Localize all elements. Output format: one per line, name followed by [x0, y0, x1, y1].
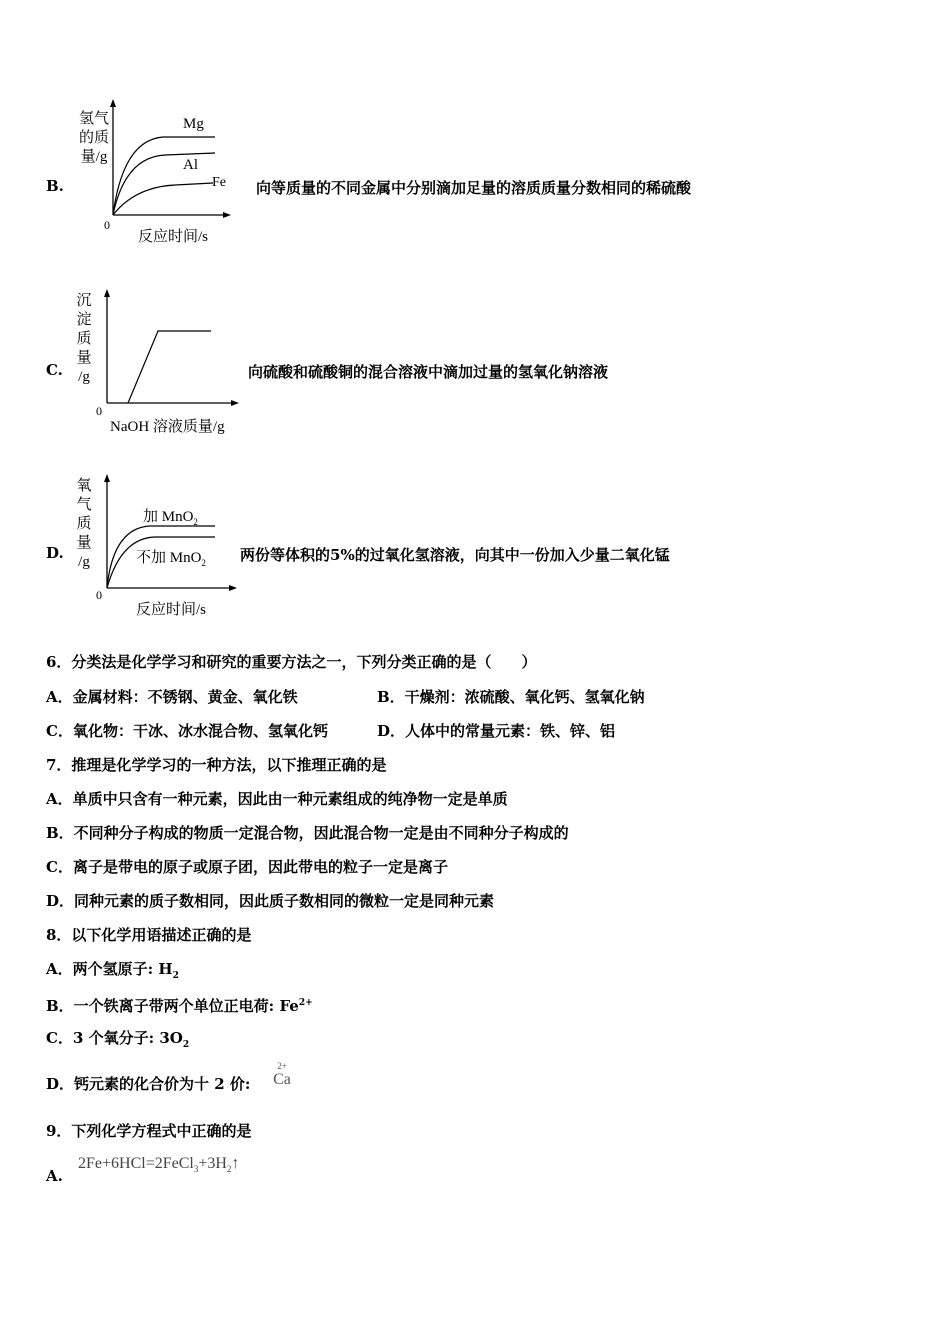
q8-option-c-text: C．3 个氧分子: 3O [46, 1029, 183, 1047]
q8-option-a [46, 959, 179, 986]
q8-option-a-text: A．两个氢原子: H [46, 960, 173, 978]
q6-option-c: C．氧化物：干冰、冰水混合物、氢氧化钙 [46, 722, 328, 740]
q8-option-d-valence [270, 1061, 294, 1089]
graph-c-y-char: 淀 [76, 312, 92, 328]
graph-d-y-char: 量 [76, 535, 92, 551]
graph-b-curve-label-fe: Fe [212, 175, 226, 190]
graph-d-y-char: 气 [76, 497, 92, 513]
graph-c-y-char: 质 [76, 331, 92, 347]
option-b-description: 向等质量的不同金属中分别滴加足量的溶质质量分数相同的稀硫酸 [256, 179, 692, 197]
graph-d-curve-label-with [143, 505, 198, 527]
graph-b-curve-label-al: Al [183, 157, 198, 173]
graph-d-curve-label-without-text: 不加 MnO [136, 550, 202, 566]
option-d-label: D. [46, 544, 64, 562]
graph-d-origin: 0 [96, 588, 102, 602]
graph-b-x-arrow-icon [223, 212, 231, 218]
q6-option-a: A．金属材料：不锈钢、黄金、氧化铁 [46, 688, 298, 706]
q6-option-d: D．人体中的常量元素：铁、锌、铝 [377, 722, 616, 740]
graph-b [95, 95, 245, 245]
graph-d-y-arrow-icon [104, 474, 110, 482]
q9-stem: 9．下列化学方程式中正确的是 [46, 1122, 252, 1140]
graph-d-curve-label-without [136, 546, 206, 568]
curve-precipitate [128, 331, 211, 403]
q9-option-a-equation [78, 1155, 239, 1174]
graph-c-x-arrow-icon [231, 400, 239, 406]
graph-c-y-char: 量 [76, 350, 92, 366]
option-c-description: 向硫酸和硫酸铜的混合溶液中滴加过量的氢氧化钠溶液 [248, 363, 609, 381]
q9-eq-part1: 2Fe+6HCl=2FeCl [78, 1155, 194, 1172]
option-b-label: B. [46, 177, 64, 195]
curve-fe [113, 183, 213, 215]
q7-stem: 7．推理是化学学习的一种方法，以下推理正确的是 [46, 756, 387, 774]
q7-option-b: B．不同种分子构成的物质一定混合物，因此混合物一定是由不同种分子构成的 [46, 824, 569, 842]
q8-option-c-sub: 2 [182, 1040, 190, 1050]
graph-d-y-char: 质 [76, 516, 92, 532]
q8-option-d-valence-sup: 2+ [277, 1061, 287, 1071]
q9-eq-sub2: 2 [226, 1164, 232, 1175]
q6-stem: 6．分类法是化学学习和研究的重要方法之一，下列分类正确的是（ ） [46, 653, 537, 671]
q8-option-d-symbol: Ca [273, 1071, 291, 1088]
q8-option-a-sub: 2 [172, 971, 179, 981]
graph-d-curve-label-without-sub: 2 [201, 558, 206, 568]
q8-option-c [46, 1028, 189, 1055]
graph-c-y-char: /g [78, 369, 90, 385]
graph-c-y-arrow-icon [104, 289, 110, 297]
q9-option-a-label: A. [46, 1167, 63, 1185]
graph-c-y-axis-label [74, 292, 94, 387]
graph-d [95, 470, 245, 600]
graph-d-y-char: 氧 [76, 478, 92, 494]
graph-d-curve-label-with-text: 加 MnO [143, 509, 194, 525]
option-c-label: C. [46, 361, 63, 379]
graph-c-x-axis-label: NaOH 溶液质量/g [110, 419, 225, 435]
q8-stem: 8．以下化学用语描述正确的是 [46, 926, 252, 944]
q9-eq-sub1: 3 [193, 1164, 199, 1175]
q7-option-d: D．同种元素的质子数相同，因此质子数相同的微粒一定是同种元素 [46, 892, 495, 910]
graph-b-origin: 0 [104, 218, 110, 232]
graph-b-curve-label-mg: Mg [183, 116, 204, 132]
q9-eq-part3: ↑ [231, 1155, 240, 1172]
graph-c [95, 285, 245, 415]
graph-b-y-arrow-icon [110, 99, 116, 107]
q8-option-d [46, 1074, 250, 1094]
q9-eq-part2: +3H [198, 1155, 227, 1172]
graph-d-x-arrow-icon [229, 585, 237, 591]
graph-d-y-char: /g [78, 554, 90, 570]
q7-option-a: A．单质中只含有一种元素，因此由一种元素组成的纯净物一定是单质 [46, 790, 508, 808]
graph-b-y-axis-label: 氢气 的质 量/g [78, 111, 109, 165]
graph-d-y-axis-label [74, 477, 94, 572]
q7-option-c: C．离子是带电的原子或原子团，因此带电的粒子一定是离子 [46, 858, 448, 876]
q8-option-b [46, 993, 313, 1016]
option-d-description: 两份等体积的5%的过氧化氢溶液，向其中一份加入少量二氧化锰 [240, 546, 670, 564]
q8-option-b-sup: 2+ [298, 998, 313, 1008]
graph-b-x-axis-label: 反应时间/s [138, 229, 209, 245]
q8-option-b-text: B．一个铁离子带两个单位正电荷: Fe [46, 997, 299, 1015]
q8-option-d-text: D．钙元素的化合价为十 2 价: [46, 1075, 251, 1093]
q6-option-b: B．干燥剂：浓硫酸、氧化钙、氢氧化钠 [377, 688, 645, 706]
graph-c-origin: 0 [96, 404, 102, 418]
graph-c-y-char: 沉 [76, 293, 92, 309]
graph-d-x-axis-label: 反应时间/s [136, 602, 207, 618]
graph-d-curve-label-with-sub: 2 [193, 517, 198, 527]
